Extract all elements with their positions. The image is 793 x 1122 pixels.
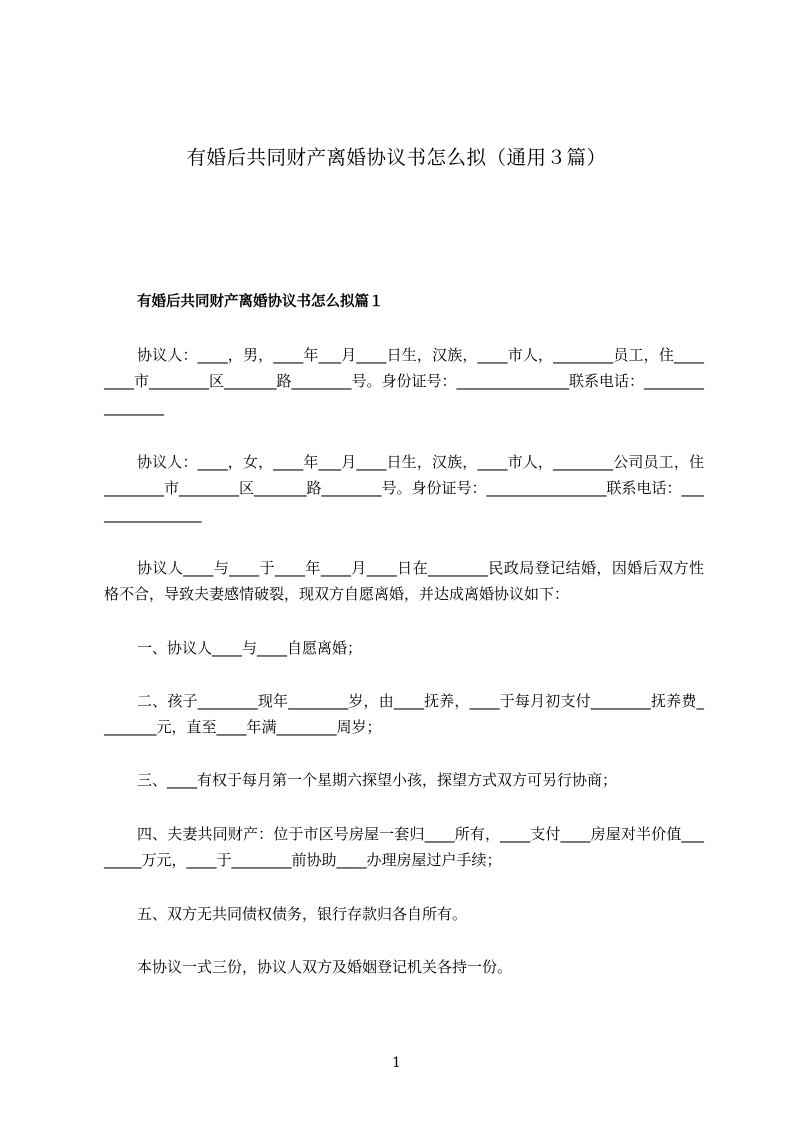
paragraph-clause-5: 五、双方无共同债权债务，银行存款归各自所有。 (137, 905, 468, 923)
paragraph-copies: 本协议一式三份，协议人双方及婚姻登记机关各持一份。 (137, 958, 513, 976)
paragraph-clause-2: 二、孩子________现年________岁，由____抚养，____于每月初支付________抚养费________元，直至____年满________周岁； (104, 692, 704, 736)
section-heading: 有婚后共同财产离婚协议书怎么拟篇１ (137, 294, 384, 310)
document-title: 有婚后共同财产离婚协议书怎么拟（通用３篇） (186, 146, 607, 169)
paragraph-party-male: 协议人：____，男，____年___月____日生，汉族，____市人，________员工，住________市________区_______路________号。身份证号：_______________联系电话：________________ (104, 346, 705, 416)
paragraph-clause-4: 四、夫妻共同财产：位于市区号房屋一套归____所有，____支付____房屋对半价值________万元，____于________前协助____办理房屋过户手续； (104, 825, 704, 869)
paragraph-party-female: 协议人：____，女，____年___月____日生，汉族，____市人，________公司员工，住________市________区_______路________号。身份证号：________________联系电话：________________ (104, 453, 705, 523)
page-number: 1 (392, 1055, 401, 1071)
paragraph-marriage-registration: 协议人____与____于____年____月____日在________民政局登记结婚，因婚后双方性格不合，导致夫妻感情破裂，现双方自愿离婚，并达成离婚协议如下： (104, 559, 704, 603)
paragraph-clause-3: 三、____有权于每月第一个星期六探望小孩，探望方式双方可另行协商； (137, 771, 618, 789)
paragraph-clause-1: 一、协议人____与____自愿离婚； (137, 639, 363, 657)
